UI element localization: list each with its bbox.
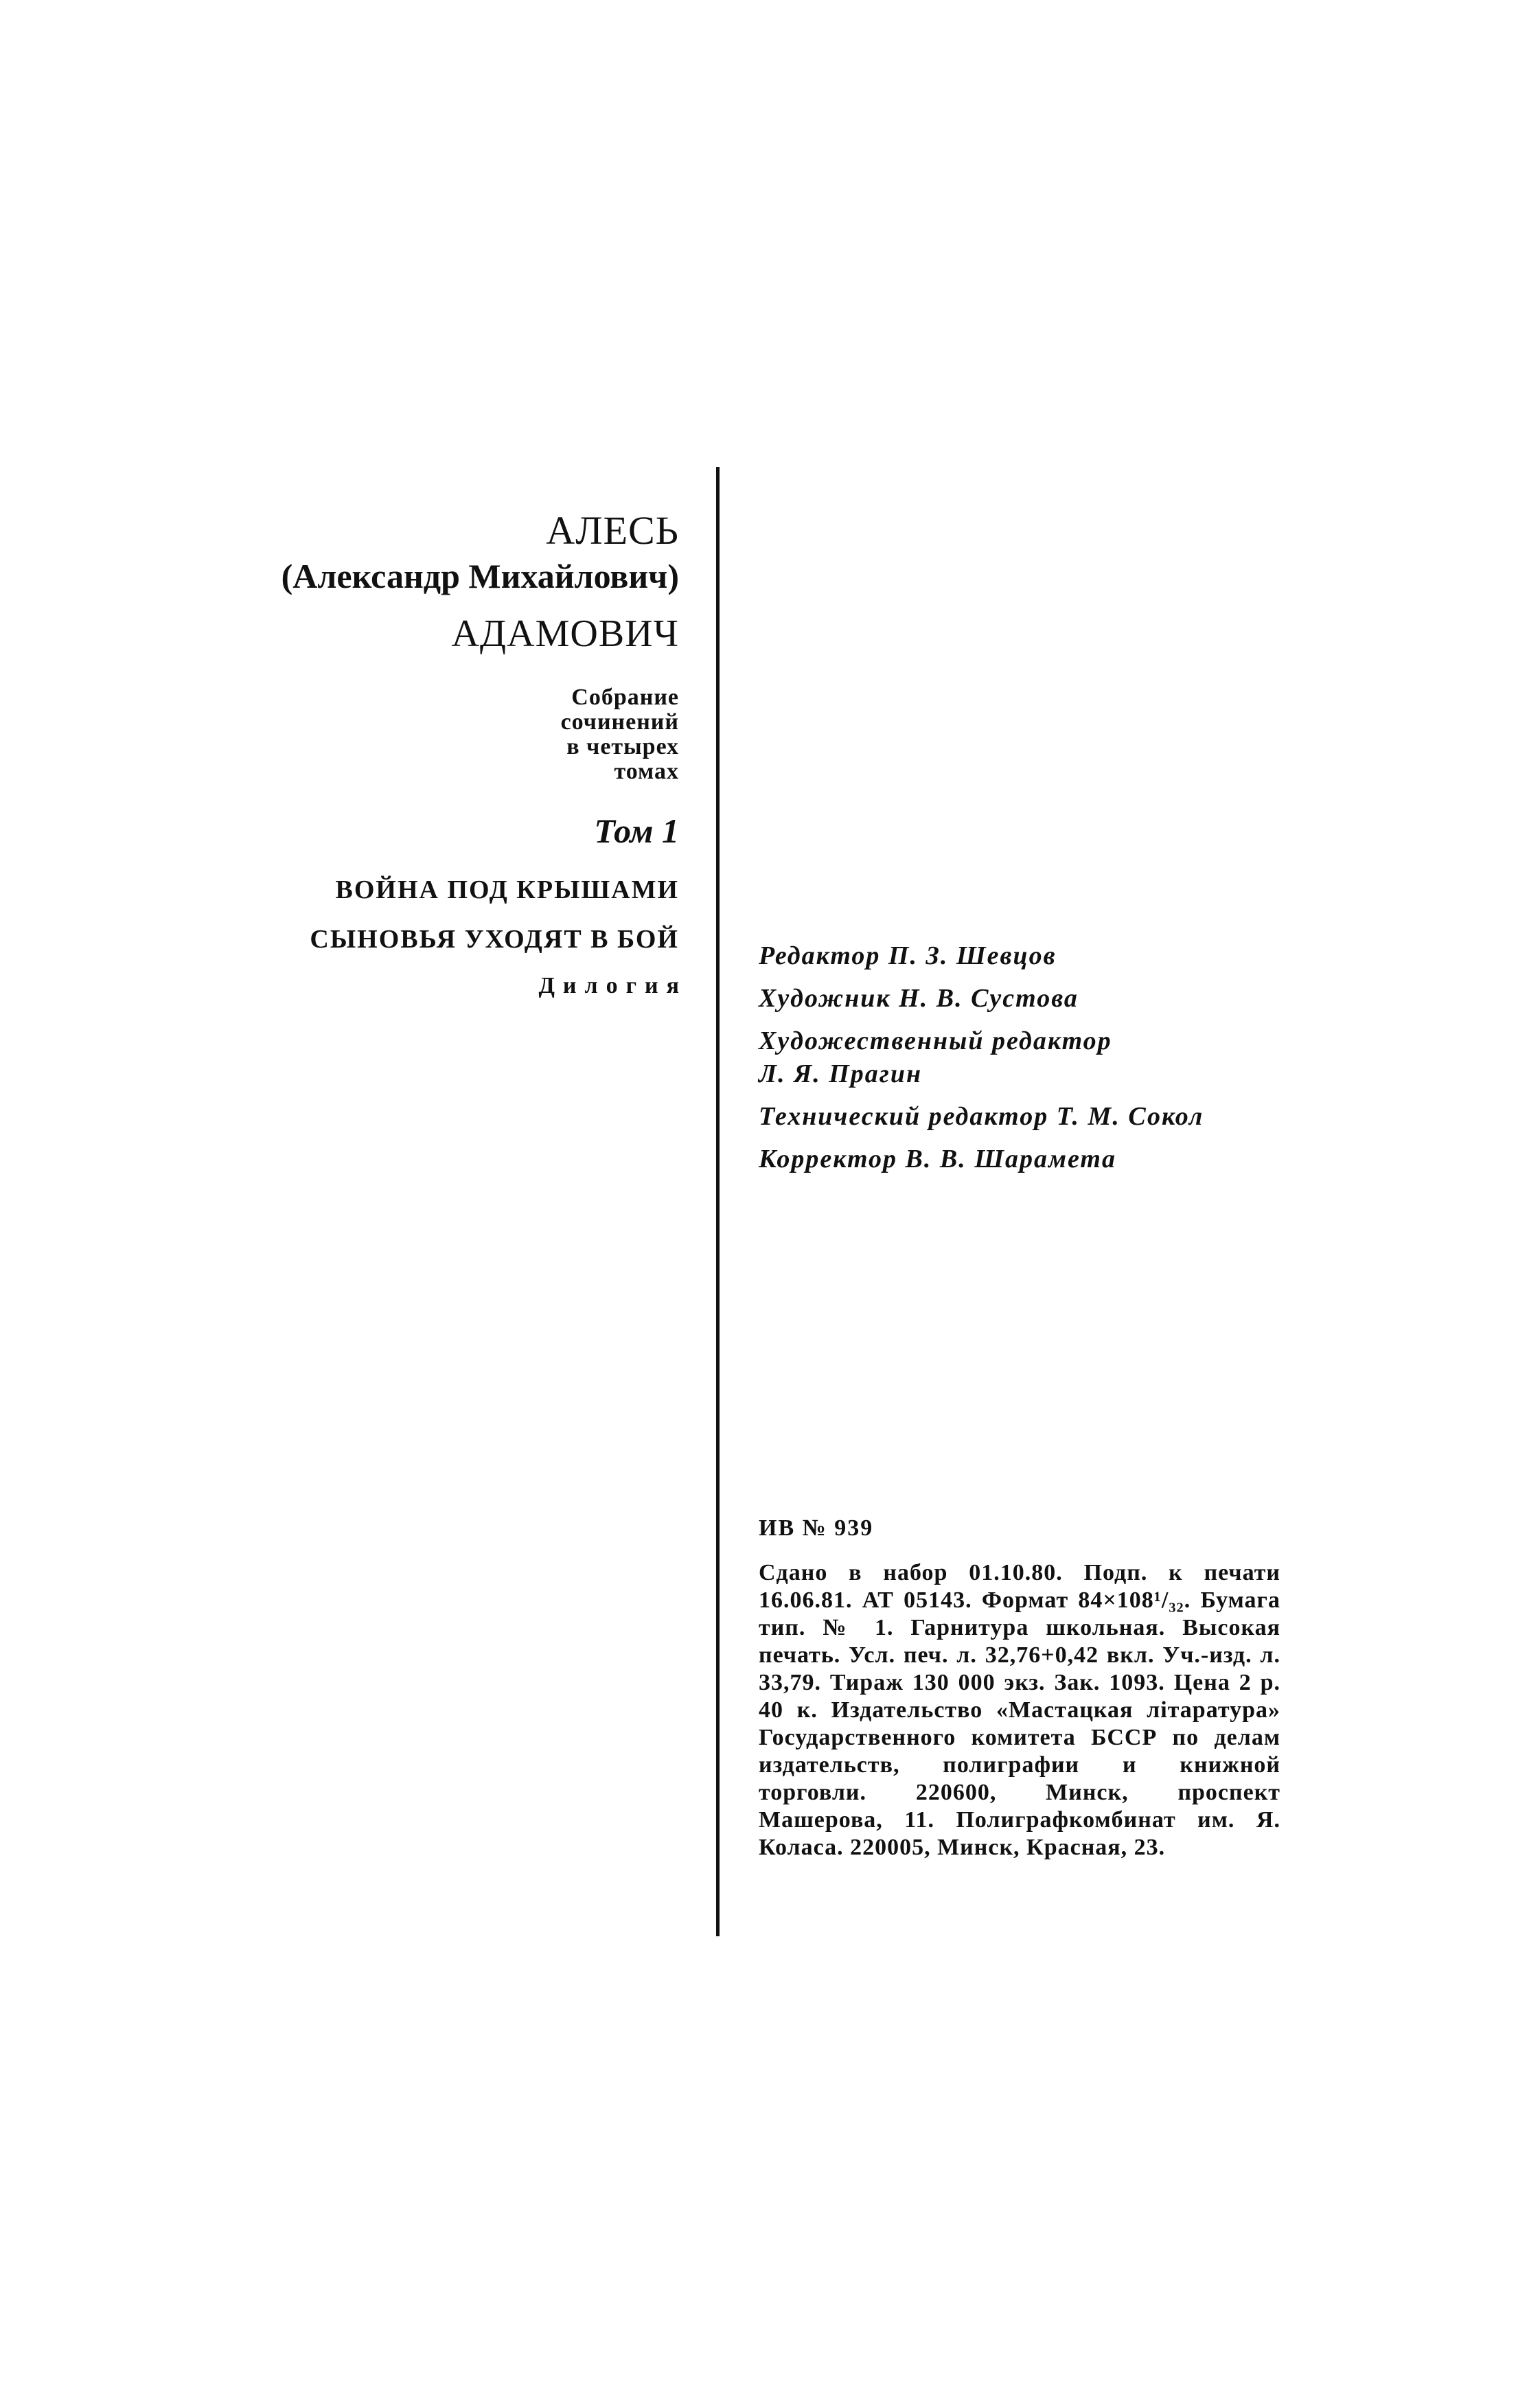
art-editor-credit: Художественный редактор	[759, 1027, 1112, 1055]
collection-line: томах	[614, 759, 679, 784]
artist-credit: Художник Н. В. Сустова	[759, 984, 1079, 1013]
editor-credit: Редактор П. З. Шевцов	[759, 941, 1057, 970]
art-editor-name: Л. Я. Прагин	[759, 1059, 923, 1088]
author-first-name: АЛЕСЬ	[546, 508, 679, 553]
imprint-block	[759, 1514, 1280, 1861]
collection-title	[157, 685, 679, 784]
title-block	[157, 508, 687, 1000]
collection-line: сочинений	[560, 709, 679, 735]
proofreader-credit: Корректор В. В. Шарамета	[759, 1145, 1116, 1173]
genre-label: Дилогия	[538, 973, 687, 998]
tech-editor-credit: Технический редактор Т. М. Сокол	[759, 1102, 1204, 1131]
collection-line: в четырех	[566, 734, 679, 759]
work-title: ВОЙНА ПОД КРЫШАМИ	[335, 875, 679, 904]
ib-number: ИВ № 939	[759, 1515, 874, 1541]
author-last-name: АДАМОВИЧ	[451, 612, 679, 655]
imprint-text: Сдано в набор 01.10.80. Подп. к печати 16.06.81. АТ 05143. Формат 84×108¹/₃₂. Бумага тип. № 1. Гарнитура школьная. Высокая печать. Усл. печ. л. 32,76+0,42 вкл. Уч.-изд. л. 33,79. Тираж 130 000 экз. Зак. 1093. Цена 2 р. 40 к. Издательство «Мастацкая літаратура» Государственного комитета БССР по делам издательств, полиграфии и книжной торговли. 220600, Минск, проспект Машерова, 11. Полиграфкомбинат им. Я. Коласа. 220005, Минск, Красная, 23.	[759, 1560, 1280, 1860]
collection-line: Собрание	[571, 685, 679, 710]
work-title: СЫНОВЬЯ УХОДЯТ В БОЙ	[310, 925, 679, 954]
author-full-name: (Александр Михайлович)	[281, 557, 679, 595]
credits-block	[759, 939, 1294, 1176]
vertical-divider	[716, 467, 720, 1936]
volume-number: Том 1	[594, 812, 679, 850]
